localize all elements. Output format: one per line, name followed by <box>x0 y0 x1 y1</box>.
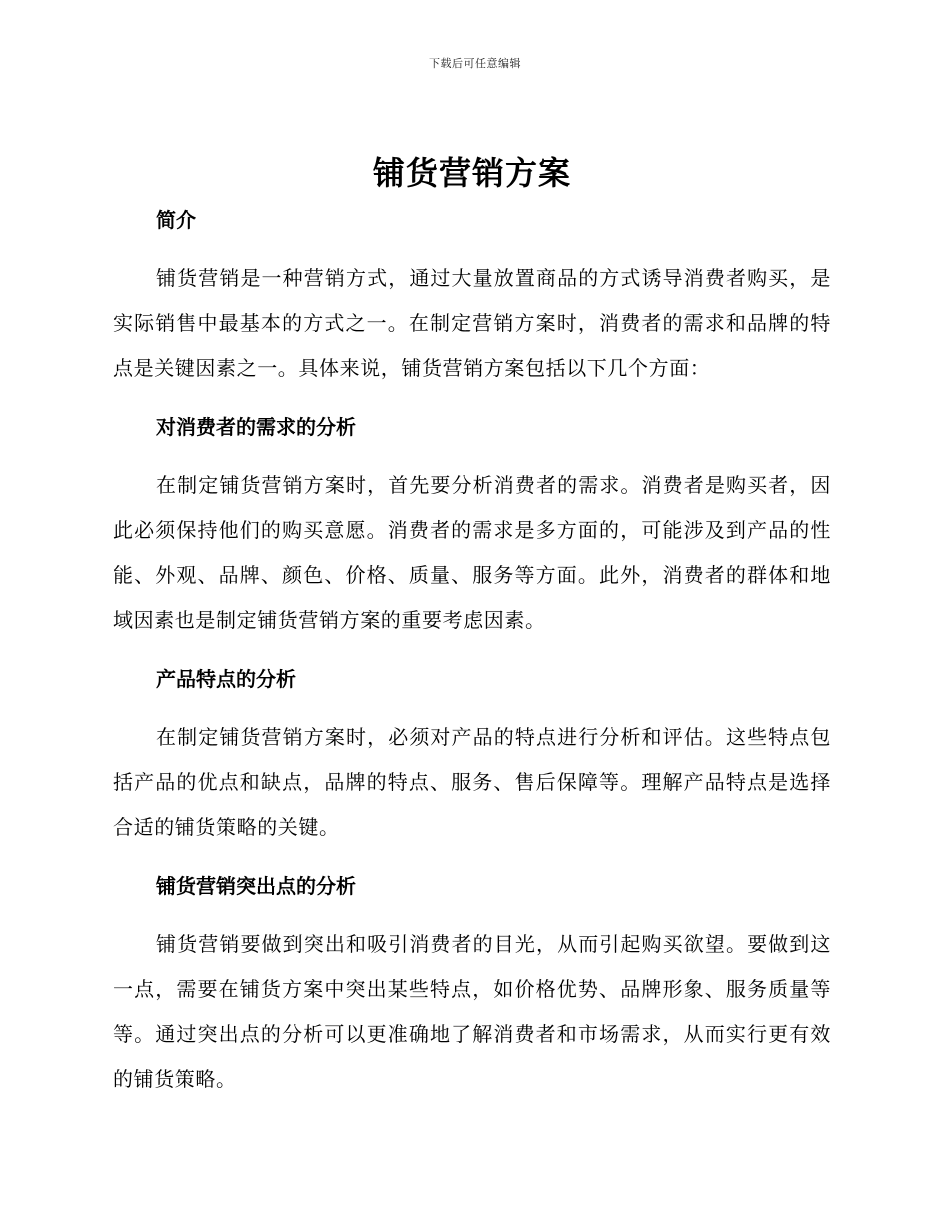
section-paragraph-intro: 铺货营销是一种营销方式，通过大量放置商品的方式诱导消费者购买，是实际销售中最基本的方式之一。在制定营销方案时，消费者的需求和品牌的特点是关键因素之一。具体来说，铺货营销方案包括以下几个方面： <box>113 266 831 380</box>
section-heading-product-features: 产品特点的分析 <box>156 667 296 691</box>
document-title: 铺货营销方案 <box>372 154 571 192</box>
document-body <box>113 150 831 1102</box>
section-heading-highlights: 铺货营销突出点的分析 <box>156 874 356 898</box>
section-heading-intro: 简介 <box>156 208 196 232</box>
page-header-note: 下载后可任意编辑 <box>429 57 521 70</box>
section-paragraph-highlights: 铺货营销要做到突出和吸引消费者的目光，从而引起购买欲望。要做到这一点，需要在铺货方案中突出某些特点，如价格优势、品牌形象、服务质量等等。通过突出点的分析可以更准确地了解消费者和市场需求，从而实行更有效的铺货策略。 <box>113 932 831 1091</box>
section-paragraph-consumer-needs: 在制定铺货营销方案时，首先要分析消费者的需求。消费者是购买者，因此必须保持他们的购买意愿。消费者的需求是多方面的，可能涉及到产品的性能、外观、品牌、颜色、价格、质量、服务等方面。此外，消费者的群体和地域因素也是制定铺货营销方案的重要考虑因素。 <box>113 473 831 632</box>
section-paragraph-product-features: 在制定铺货营销方案时，必须对产品的特点进行分析和评估。这些特点包括产品的优点和缺点，品牌的特点、服务、售后保障等。理解产品特点是选择合适的铺货策略的关键。 <box>113 725 831 839</box>
section-heading-consumer-needs: 对消费者的需求的分析 <box>156 415 356 439</box>
